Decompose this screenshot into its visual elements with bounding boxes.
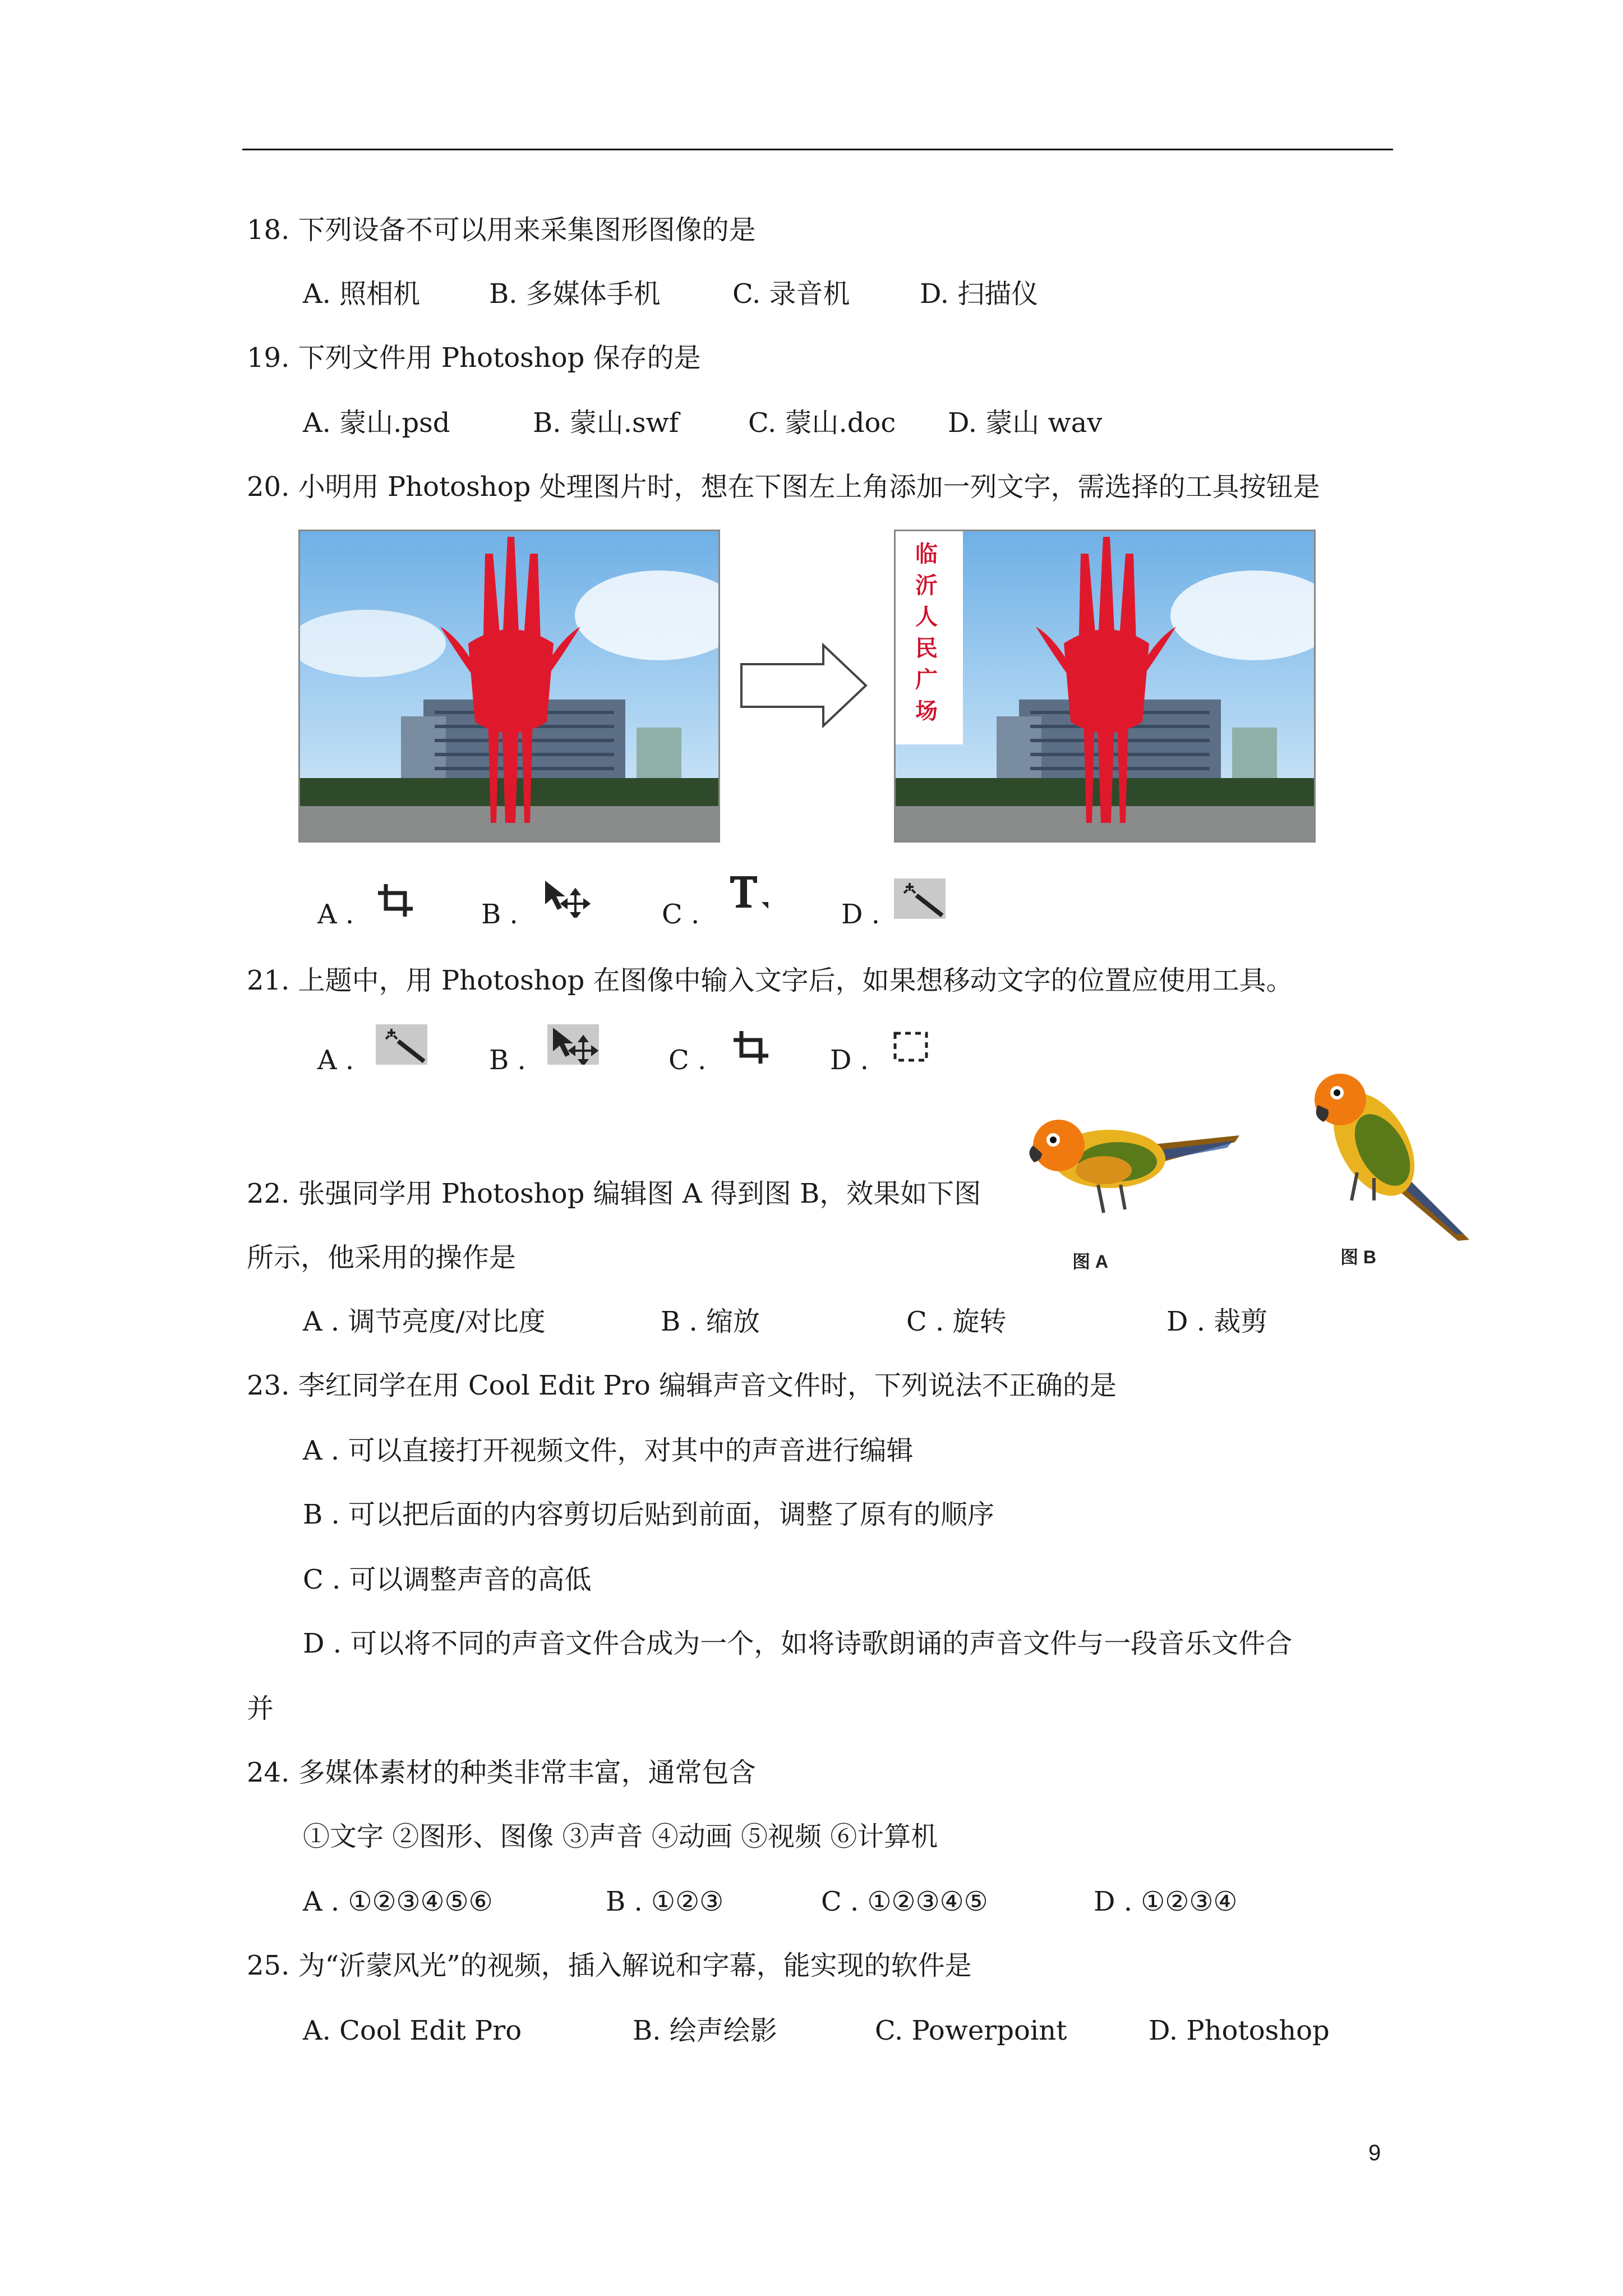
q24-items: ①文字 ②图形、图像 ③声音 ④动画 ⑤视频 ⑥计算机 bbox=[303, 1821, 938, 1852]
magic-wand-icon bbox=[894, 878, 946, 919]
overlay-char: 沂 bbox=[915, 573, 938, 599]
q25-option-a: A. Cool Edit Pro bbox=[303, 2015, 522, 2046]
overlay-char: 临 bbox=[915, 541, 938, 567]
q18-option-a: A. 照相机 bbox=[303, 278, 421, 310]
header-rule bbox=[242, 149, 1393, 150]
overlay-char: 场 bbox=[915, 698, 938, 724]
square-photo-edited bbox=[894, 530, 1316, 843]
q25-option-b: B. 绘声绘影 bbox=[633, 2015, 777, 2046]
q23-option-c: C . 可以调整声音的高低 bbox=[303, 1564, 592, 1595]
overlay-char: 人 bbox=[915, 604, 938, 630]
type-icon bbox=[727, 872, 778, 912]
q21-stem: 21. 上题中，用 Photoshop 在图像中输入文字后，如果想移动文字的位置应使用工具。 bbox=[247, 965, 1293, 996]
q22-option-a: A . 调节亮度/对比度 bbox=[303, 1306, 546, 1337]
q20-option-c: C . bbox=[662, 899, 700, 930]
q21-option-a: A . bbox=[317, 1045, 354, 1076]
overlay-char: 民 bbox=[915, 636, 938, 661]
q20-stem: 20. 小明用 Photoshop 处理图片时，想在下图左上角添加一列文字，需选择的工具按钮是 bbox=[247, 471, 1320, 503]
q18-option-d: D. 扫描仪 bbox=[920, 278, 1039, 310]
q22-option-d: D . 裁剪 bbox=[1166, 1306, 1268, 1337]
q21-option-c: C . bbox=[668, 1045, 707, 1076]
q23-option-b: B . 可以把后面的内容剪切后贴到前面，调整了原有的顺序 bbox=[303, 1499, 995, 1530]
q21-option-b: B . bbox=[489, 1045, 526, 1076]
move-icon bbox=[547, 1024, 599, 1065]
magic-wand-icon bbox=[376, 1024, 427, 1065]
page-number: 9 bbox=[1368, 2141, 1381, 2165]
q23-option-d-continued: 并 bbox=[247, 1693, 274, 1724]
q20-option-a: A . bbox=[317, 899, 354, 930]
q18-option-c: C. 录音机 bbox=[732, 278, 850, 310]
q22-option-c: C . 旋转 bbox=[906, 1306, 1007, 1337]
parrot-image-b bbox=[1301, 1066, 1481, 1251]
overlay-char: 广 bbox=[915, 667, 938, 693]
right-arrow-icon bbox=[739, 643, 869, 728]
move-icon bbox=[540, 877, 591, 918]
q24-option-a: A . ①②③④⑤⑥ bbox=[303, 1886, 493, 1917]
q18-option-b: B. 多媒体手机 bbox=[489, 278, 661, 310]
figure-a-caption: 图 A bbox=[1072, 1251, 1109, 1272]
crop-icon bbox=[370, 880, 422, 920]
marquee-icon bbox=[891, 1029, 942, 1069]
q23-option-d: D . 可以将不同的声音文件合成为一个，如将诗歌朗诵的声音文件与一段音乐文件合 bbox=[303, 1628, 1293, 1659]
crop-icon bbox=[726, 1027, 777, 1067]
parrot-image-a bbox=[1020, 1108, 1244, 1232]
q22-option-b: B . 缩放 bbox=[661, 1306, 760, 1337]
q22-stem-line2: 所示，他采用的操作是 bbox=[247, 1242, 517, 1273]
q21-option-d: D . bbox=[830, 1045, 869, 1076]
q23-option-a: A . 可以直接打开视频文件，对其中的声音进行编辑 bbox=[303, 1435, 914, 1466]
figure-b-caption: 图 B bbox=[1340, 1247, 1377, 1267]
q24-option-c: C . ①②③④⑤ bbox=[821, 1886, 988, 1917]
q24-option-b: B . ①②③ bbox=[606, 1886, 724, 1917]
q19-option-b: B. 蒙山.swf bbox=[533, 407, 679, 439]
q24-stem: 24. 多媒体素材的种类非常丰富，通常包含 bbox=[247, 1757, 756, 1788]
q25-option-d: D. Photoshop bbox=[1149, 2015, 1330, 2046]
q24-option-d: D . ①②③④ bbox=[1094, 1886, 1238, 1917]
photo-overlay-text bbox=[913, 539, 940, 727]
square-photo-original bbox=[298, 530, 720, 843]
q19-option-a: A. 蒙山.psd bbox=[303, 407, 450, 439]
q20-option-b: B . bbox=[481, 899, 518, 930]
q19-option-c: C. 蒙山.doc bbox=[748, 407, 896, 439]
q22-stem-line1: 22. 张强同学用 Photoshop 编辑图 A 得到图 B，效果如下图 bbox=[247, 1178, 981, 1209]
q18-stem: 18. 下列设备不可以用来采集图形图像的是 bbox=[247, 214, 756, 246]
q20-option-d: D . bbox=[841, 899, 880, 930]
q25-option-c: C. Powerpoint bbox=[875, 2015, 1067, 2046]
q23-stem: 23. 李红同学在用 Cool Edit Pro 编辑声音文件时，下列说法不正确的是 bbox=[247, 1370, 1117, 1401]
q19-option-d: D. 蒙山 wav bbox=[948, 407, 1103, 439]
q25-stem: 25. 为“沂蒙风光”的视频，插入解说和字幕，能实现的软件是 bbox=[247, 1950, 972, 1981]
q19-stem: 19. 下列文件用 Photoshop 保存的是 bbox=[247, 342, 701, 374]
